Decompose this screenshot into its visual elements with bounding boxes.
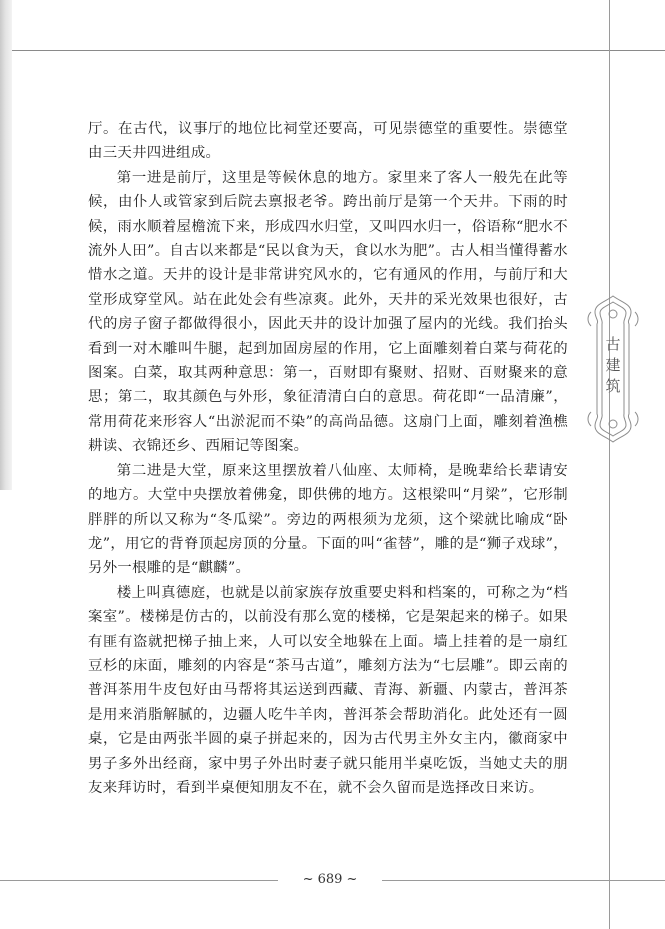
left-photo-strip <box>0 0 12 490</box>
paragraph: 第二进是大堂，原来这里摆放着八仙座、太师椅，是晚辈给长辈请安的地方。大堂中央摆放着佛龛，即供佛的地方。这根梁叫“月梁”，它形制胖胖的所以又称为“冬瓜梁”。旁边的两根须为龙须，这个梁就比喻成“卧龙”，用它的背脊顶起房顶的分量。下面的叫“雀替”，雕的是“狮子戏球”，另外一根雕的是“麒麟”。 <box>88 462 568 577</box>
header-rule <box>12 50 665 51</box>
margin-vertical-rule <box>609 0 610 929</box>
paragraph: 厅。在古代，议事厅的地位比祠堂还要高，可见崇德堂的重要性。崇德堂由三天井四进组成。 <box>88 121 568 162</box>
footer-rule-right <box>382 880 665 881</box>
section-emblem <box>585 294 641 444</box>
page-number: ~ 689 ~ <box>302 872 358 887</box>
section-title: 古建筑 <box>605 335 621 395</box>
paragraph: 第一进是前厅，这里是等候休息的地方。家里来了客人一般先在此等候，由仆人或管家到后院去禀报老爷。跨出前厅是第一个天井。下雨的时候，雨水顺着屋檐流下来，形成四水归堂，又叫四水归一，俗语称“肥水不流外人田”。自古以来都是“民以食为天，食以水为肥”。古人相当懂得蓄水惜水之道。天井的设计是非常讲究风水的，它有通风的作用，与前厅和大堂形成穿堂风。站在此处会有些凉爽。此外，天井的采光效果也很好，古代的房子窗子都做得很小，因此天井的设计加强了屋内的光线。我们抬头看到一对木雕叫牛腿，起到加固房屋的作用，它上面雕刻着白菜与荷花的图案。白菜，取其两种意思：第一，百财即有聚财、招财、百财聚来的意思；第二，取其颜色与外形，象征清清白白的意思。荷花即“一品清廉”，常用荷花来形容人“出淤泥而不染”的高尚品德。这扇门上面，雕刻着渔樵耕读、衣锦还乡、西厢记等图案。 <box>88 169 568 455</box>
footer-rule-left <box>0 880 278 881</box>
article-body <box>88 117 568 800</box>
paragraph: 楼上叫真德庭，也就是以前家族存放重要史料和档案的，可称之为“档案室”。楼梯是仿古的，以前没有那么宽的楼梯，它是架起来的梯子。如果有匪有盗就把梯子抽上来，人可以安全地躲在上面。墙上挂着的是一扇红豆杉的床面，雕刻的内容是“茶马古道”，雕刻方法为“七层雕”。即云南的普洱茶用牛皮包好由马帮将其运送到西藏、青海、新疆、内蒙古，普洱茶是用来消脂解腻的，边疆人吃牛羊肉，普洱茶会帮助消化。此处还有一圆桌，它是由两张半圆的桌子拼起来的，因为古代男主外女主内，徽商家中男子多外出经商，家中男子外出时妻子就只能用半桌吃饭，当她丈夫的朋友来拜访时，看到半桌便知朋友不在，就不会久留而是选择改日来访。 <box>88 584 568 796</box>
